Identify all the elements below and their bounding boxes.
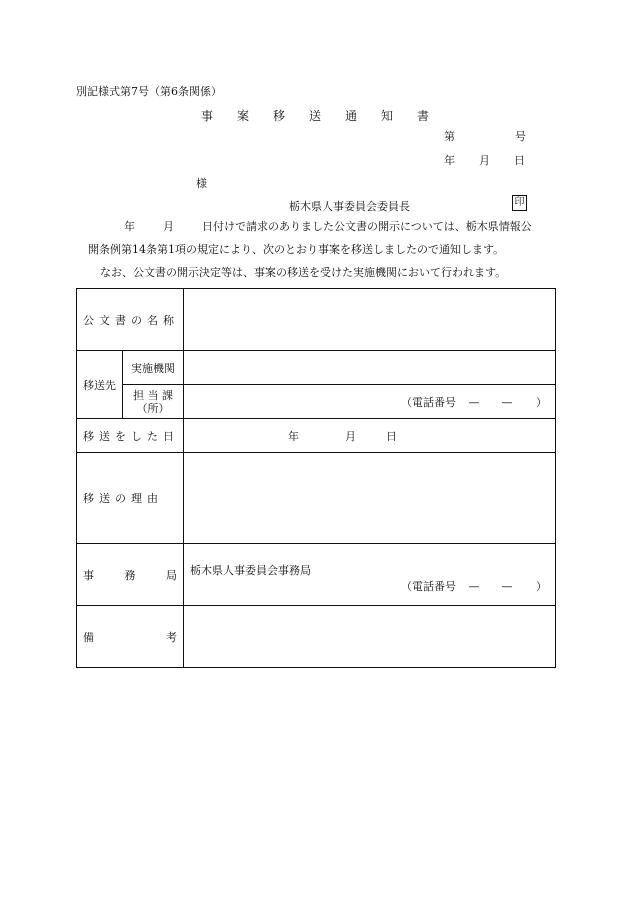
phone-dash: —	[501, 580, 513, 593]
paragraph-2: なお、公文書の開示決定等は、事案の移送を受けた実施機関において行われます。	[100, 266, 507, 279]
agency-label: 実施機関	[123, 351, 184, 385]
date-day: 日	[514, 154, 525, 167]
phone-dash: —	[501, 395, 513, 409]
document-date	[444, 152, 525, 168]
p1-year: 年	[124, 220, 135, 233]
title-char: 事	[200, 109, 213, 123]
phone-close: ）	[536, 580, 547, 593]
section-phone[interactable]	[184, 385, 556, 419]
phone-close: ）	[536, 395, 547, 409]
title-char: 移	[272, 109, 285, 123]
sender-name: 栃木県人事委員会委員長	[289, 200, 410, 213]
doc-number-prefix: 第	[444, 130, 455, 143]
date-month: 月	[479, 154, 490, 167]
p1-text: 日付けで請求のありました公文書の開示については、栃木県情報公	[202, 220, 532, 233]
seal-mark: 印	[512, 195, 527, 211]
reason-value[interactable]	[184, 453, 556, 544]
document-number	[444, 128, 526, 144]
title-char: 送	[308, 109, 321, 123]
remarks-label-char: 考	[166, 630, 177, 644]
section-label	[123, 385, 184, 419]
office-name: 栃木県人事委員会事務局	[190, 564, 311, 577]
transfer-month: 月	[345, 429, 356, 443]
phone-dash: —	[468, 580, 480, 593]
reason-label: 移送の理由	[77, 453, 184, 544]
doc-number-suffix: 号	[515, 130, 526, 143]
transfer-to-label: 移送先	[77, 351, 123, 419]
transfer-date-label: 移送をした日	[77, 419, 184, 453]
phone-dash: —	[468, 395, 480, 409]
title-char: 案	[236, 109, 249, 123]
doc-name-label: 公文書の名称	[77, 289, 184, 351]
transfer-form-table	[76, 288, 556, 668]
remarks-label-char: 備	[83, 630, 94, 644]
notice-body	[76, 215, 556, 284]
transfer-year: 年	[288, 429, 299, 443]
remarks-value[interactable]	[184, 606, 556, 668]
office-label-char: 事	[83, 568, 94, 582]
remarks-label	[77, 606, 184, 668]
title-char: 書	[417, 109, 430, 123]
doc-name-value[interactable]	[184, 289, 556, 351]
office-label	[77, 544, 184, 606]
paragraph-1-cont: 開条例第14条第1項の規定により、次のとおり事案を移送しましたので通知します。	[88, 243, 505, 256]
document-title	[0, 107, 630, 124]
phone-label: （電話番号	[401, 580, 456, 593]
office-phone	[184, 578, 555, 594]
p1-month: 月	[163, 220, 174, 233]
office-value	[184, 544, 556, 606]
section-label-line2: （所）	[136, 401, 170, 415]
transfer-date-value[interactable]	[184, 419, 556, 453]
paragraph-1	[76, 215, 556, 238]
form-number: 別記様式第7号（第6条関係）	[76, 85, 222, 98]
office-label-char: 務	[124, 568, 136, 582]
addressee: 様	[196, 177, 207, 190]
phone-label: （電話番号	[401, 395, 456, 409]
section-label-line1: 担 当 課	[133, 388, 173, 402]
transfer-day: 日	[386, 429, 397, 443]
office-label-char: 局	[166, 568, 177, 582]
date-year: 年	[444, 154, 455, 167]
agency-value[interactable]	[184, 351, 556, 385]
title-char: 通	[345, 109, 358, 123]
title-char: 知	[381, 109, 394, 123]
